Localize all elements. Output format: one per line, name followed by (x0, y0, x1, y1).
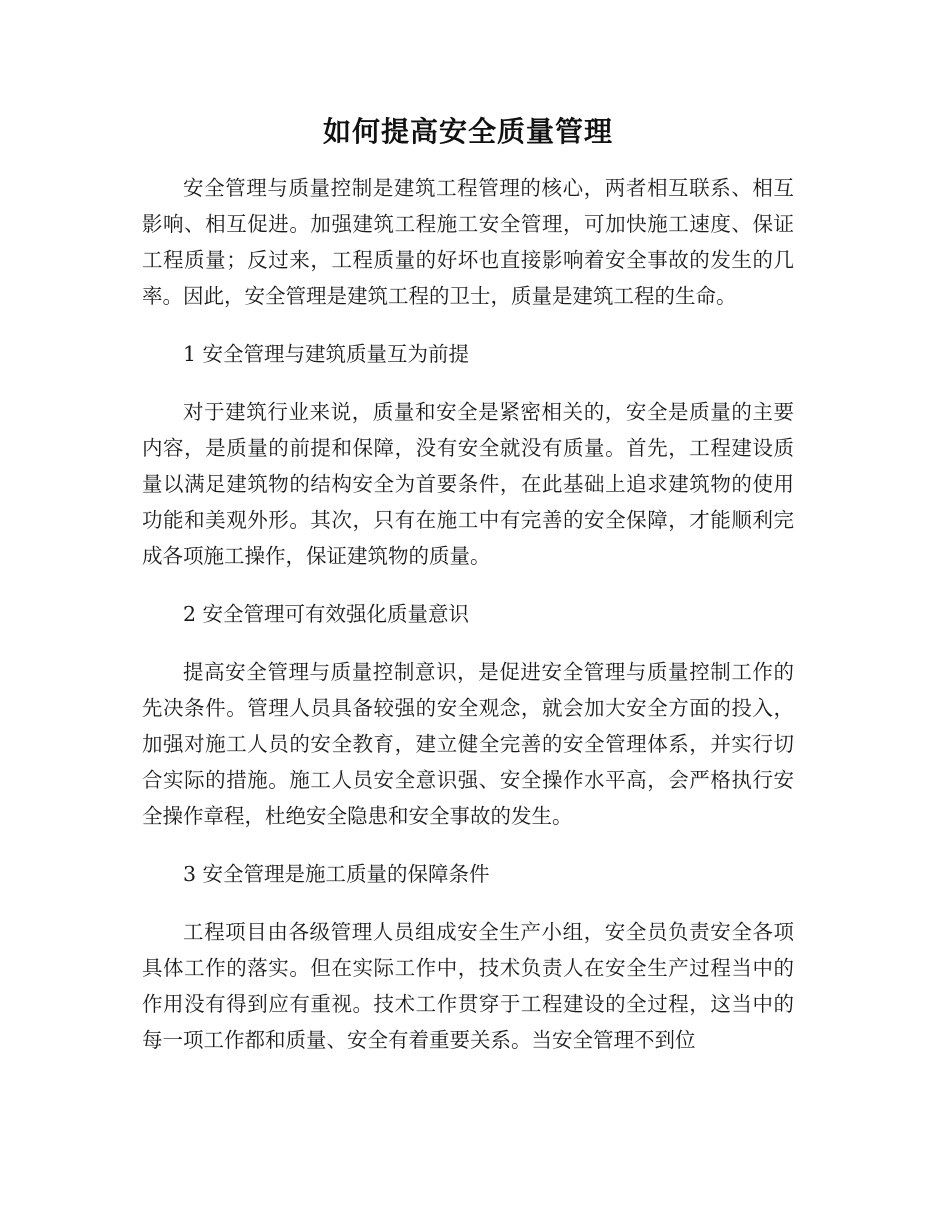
section-3-heading: 3 安全管理是施工质量的保障条件 (183, 862, 490, 886)
document-title: 如何提高安全质量管理 (322, 115, 613, 148)
section-2-heading: 2 安全管理可有效强化质量意识 (183, 602, 470, 626)
section-1-body: 对于建筑行业来说，质量和安全是紧密相关的，安全是质量的主要内容，是质量的前提和保障，没有安全就没有质量。首先，工程建设质量以满足建筑物的结构安全为首要条件，在此基础上追求建筑物的使用功能和美观外形。其次，只有在施工中有完善的安全保障，才能顺利完成各项施工操作，保证建筑物的质量。 (142, 400, 794, 568)
section-1-heading: 1 安全管理与建筑质量互为前提 (183, 342, 470, 366)
section-3-body: 工程项目由各级管理人员组成安全生产小组，安全员负责安全各项具体工作的落实。但在实际工作中，技术负责人在安全生产过程当中的作用没有得到应有重视。技术工作贯穿于工程建设的全过程，这当中的每一项工作都和质量、安全有着重要关系。当安全管理不到位 (142, 920, 794, 1052)
intro-paragraph: 安全管理与质量控制是建筑工程管理的核心，两者相互联系、相互影响、相互促进。加强建筑工程施工安全管理，可加快施工速度、保证工程质量；反过来，工程质量的好坏也直接影响着安全事故的发生的几率。因此，安全管理是建筑工程的卫士，质量是建筑工程的生命。 (142, 176, 794, 308)
section-2-body: 提高安全管理与质量控制意识，是促进安全管理与质量控制工作的先决条件。管理人员具备较强的安全观念，就会加大安全方面的投入，加强对施工人员的安全教育，建立健全完善的安全管理体系，并实行切合实际的措施。施工人员安全意识强、安全操作水平高，会严格执行安全操作章程，杜绝安全隐患和安全事故的发生。 (142, 660, 794, 828)
